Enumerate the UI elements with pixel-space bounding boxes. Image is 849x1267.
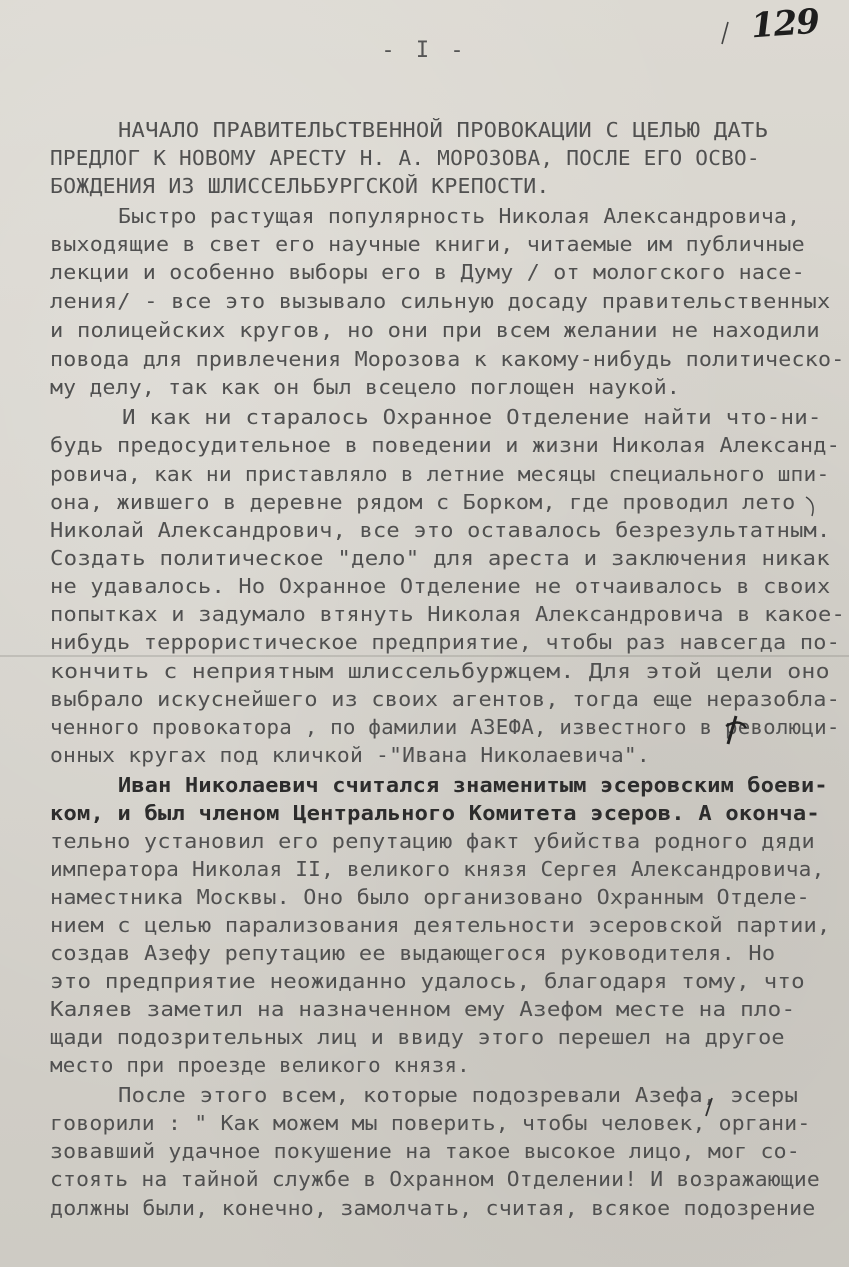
text-line: И как ни старалось Охранное Отделение найти что-ни-	[122, 405, 822, 429]
text-line: наместника Москвы. Оно было организовано Охранным Отделе-	[50, 885, 810, 909]
text-line: ком, и был членом Центрального Комитета эсеров. А оконча-	[50, 801, 820, 825]
text-line: зовавший удачное покушение на такое высокое лицо, мог со-	[50, 1139, 800, 1163]
text-line: После этого всем, которые подозревали Азефа, эсеры	[118, 1083, 799, 1107]
pencil-correction-mark	[726, 722, 746, 728]
page-number: - I -	[381, 38, 468, 63]
text-line: она, жившего в деревне рядом с Борком, где проводил лето	[50, 490, 796, 514]
text-line: щади подозрительных лиц и ввиду этого перешел на другое	[50, 1025, 785, 1049]
text-line: не удавалось. Но Охранное Отделение не отчаивалось в своих	[50, 574, 831, 598]
heading-line: ПРЕДЛОГ К НОВОМУ АРЕСТУ Н. А. МОРОЗОВА, ПОСЛЕ ЕГО ОСВО-	[50, 146, 760, 170]
text-line: Иван Николаевич считался знаменитым эсеровским боеви-	[118, 773, 828, 797]
text-line: место при проезде великого князя.	[50, 1053, 470, 1077]
pencil-tick-mark	[722, 22, 728, 44]
text-line: нием с целью парализования деятельности эсеровской партии,	[50, 913, 831, 937]
text-line: нибудь террористическое предприятие, чтобы раз навсегда по-	[50, 630, 841, 654]
text-line: му делу, так как он был всецело поглощен наукой.	[50, 375, 681, 399]
pencil-comma-mark	[706, 1098, 712, 1116]
text-line: Создать политическое "дело" для ареста и заключения никак	[50, 546, 830, 570]
text-line: выходящие в свет его научные книги, читаемые им публичные	[50, 232, 805, 256]
text-line: ченного провокатора , по фамилии АЗЕФА, известного в революци-	[50, 715, 840, 739]
text-line: кончить с неприятным шлиссельбуржцем. Для этой цели оно	[50, 659, 830, 683]
text-line: говорили : " Как можем мы поверить, чтобы человек, органи-	[50, 1111, 811, 1135]
pencil-bracket-mark	[806, 497, 813, 516]
text-line: Каляев заметил на назначенном ему Азефом месте на пло-	[50, 997, 796, 1021]
text-line: будь предосудительное в поведении и жизни Николая Александ-	[50, 433, 841, 457]
text-line: это предприятие неожиданно удалось, благодаря тому, что	[50, 969, 805, 993]
heading-line: БОЖДЕНИЯ ИЗ ШЛИССЕЛЬБУРГСКОЙ КРЕПОСТИ.	[50, 174, 550, 198]
text-line: попытках и задумало втянуть Николая Александровича в какое-	[50, 602, 845, 626]
text-line: Быстро растущая популярность Николая Александровича,	[118, 204, 801, 228]
text-line: ровича, как ни приставляло в летние месяцы специального шпи-	[50, 462, 830, 486]
text-line: тельно установил его репутацию факт убийства родного дяди	[50, 829, 815, 853]
text-line: должны были, конечно, замолчать, считая, всякое подозрение	[50, 1196, 816, 1220]
heading-line: НАЧАЛО ПРАВИТЕЛЬСТВЕННОЙ ПРОВОКАЦИИ С ЦЕЛЬЮ ДАТЬ	[118, 118, 769, 142]
text-line: повода для привлечения Морозова к какому-нибудь политическо-	[50, 347, 845, 371]
text-line: онных кругах под кличкой -"Ивана Николаевича".	[50, 743, 650, 767]
text-line: создав Азефу репутацию ее выдающегося руководителя. Но	[50, 941, 776, 965]
text-line: ления/ - все это вызывало сильную досаду правительственных	[50, 289, 831, 313]
pencil-correction-mark	[728, 716, 736, 744]
archive-number: 129	[749, 1, 821, 47]
text-line: лекции и особенно выборы его в Думу / от мологского насе-	[50, 260, 805, 284]
text-line: Николай Александрович, все это оставалось безрезультатным.	[50, 518, 831, 542]
text-line: и полицейских кругов, но они при всем желании не находили	[50, 318, 820, 342]
text-line: стоять на тайной службе в Охранном Отделении! И возражающие	[50, 1167, 820, 1191]
text-line: императора Николая II, великого князя Сергея Александровича,	[50, 857, 825, 881]
text-line: выбрало искуснейшего из своих агентов, тогда еще неразобла-	[50, 687, 841, 711]
